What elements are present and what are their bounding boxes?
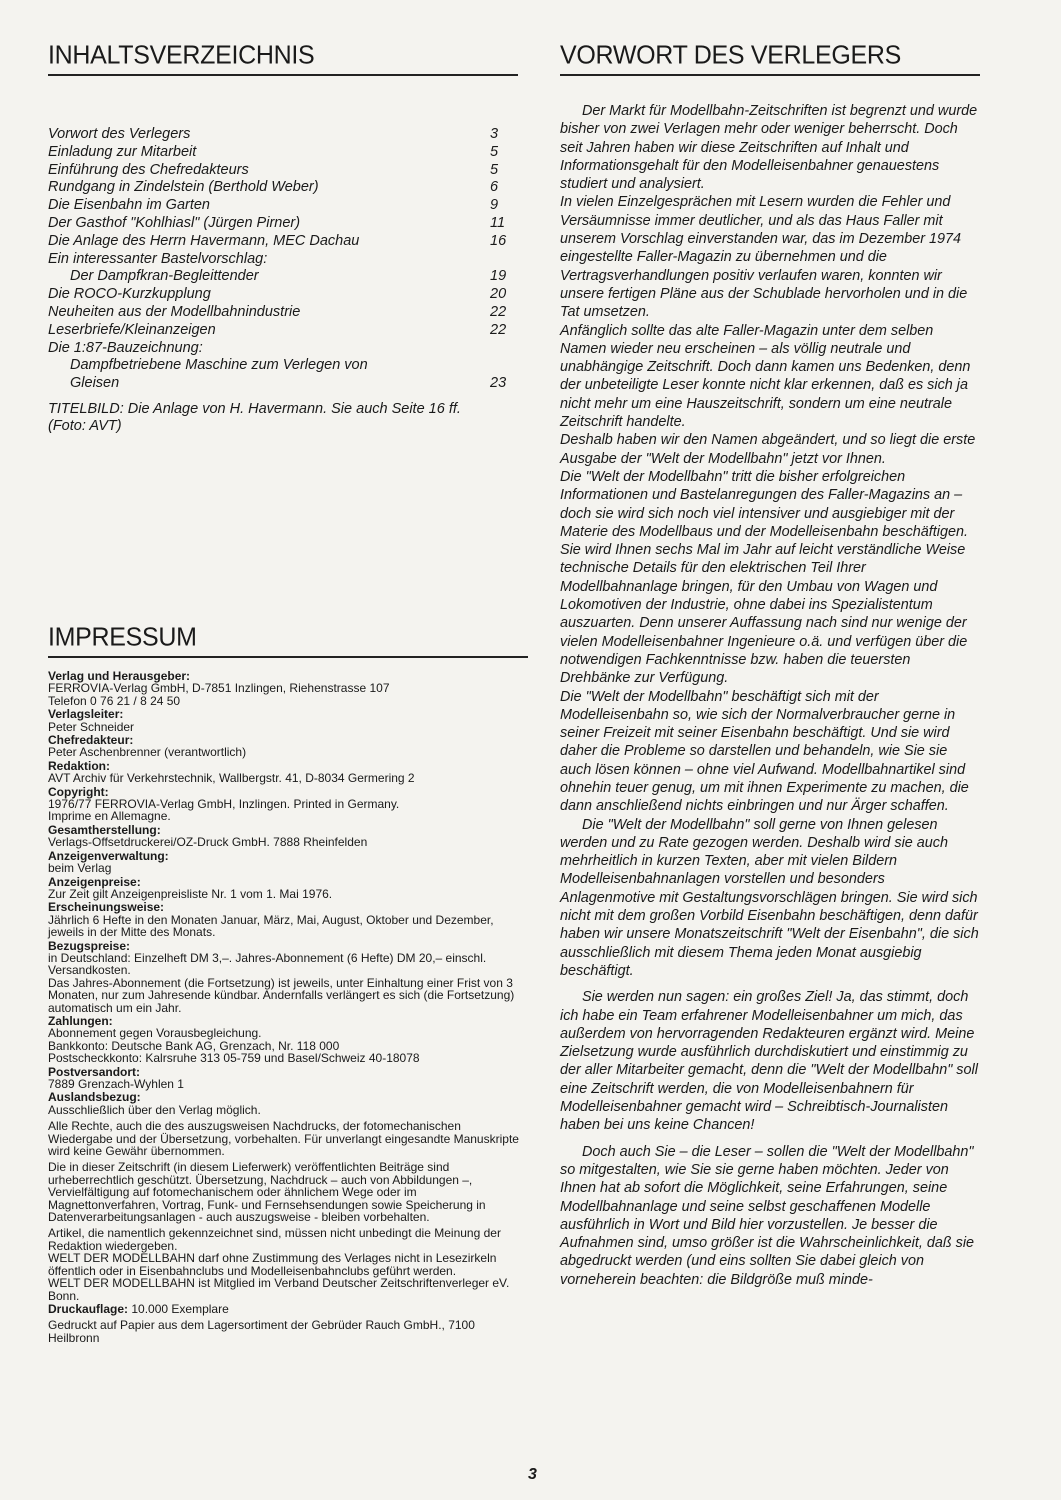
impressum-paragraph: Die in dieser Zeitschrift (in diesem Lieferwerk) veröffentlichten Beiträge sind urheberrechtlich geschützt. Übersetzung, Nachdruck – auch von Abbildungen –, Vervielfältigung auf fotomechanischem oder ähnlichem Wege oder im Magnettonverfahren, Vortrag, Funk- und Fernsehsendungen sowie Speicherung in Datenverarbeitungsanlagen - auch auszugsweise - bleiben vorbehalten. [48, 1160, 486, 1225]
toc-entry-page: 16 [490, 232, 507, 249]
impressum-entry-text: FERROVIA-Verlag GmbH, D-7851 Inzlingen, Riehenstrasse 107 Telefon 0 76 21 / 8 24 50 [48, 681, 390, 708]
toc-entry-page: 5 [490, 143, 499, 160]
impressum-entry-text: Abonnement gegen Vorausbegleichung. Bankkonto: Deutsche Bank AG, Grenzach, Nr. 118 000 Postscheckkonto: Kalrsruhe 313 05-759 und Basel/Schweiz 40-18078 [48, 1026, 420, 1066]
page-number: 3 [528, 1466, 537, 1483]
vorwort-heading: VORWORT DES VERLEGERS [560, 40, 902, 70]
impressum-paragraph: Alle Rechte, auch die des auszugsweisen Nachdrucks, der fotomechanischen Wiedergabe und der Übersetzung, vorbehalten. Für unverlangt eingesandte Manuskripte wird keine Gewähr übernommen. [48, 1119, 519, 1159]
titelbild-caption: TITELBILD: Die Anlage von H. Havermann. Sie auch Seite 16 ff. (Foto: AVT) [48, 400, 461, 435]
toc-entry [48, 322, 518, 340]
vorwort-paragraph: Anfänglich sollte das alte Faller-Magazin unter dem selben Namen wieder neu erscheinen – als völlig neutrale und unabhängige Zeitschrift. Doch dann kamen uns Bedenken, denn der unbeteiligte Leser konnte nicht klar erkennen, daß es sich ja nicht mehr um eine Hauszeitschrift, sondern um eine neutrale Zeitschrift handelte. [560, 322, 971, 431]
toc-entry-page: 22 [490, 303, 507, 320]
impressum-entry-head: Verlag und Herausgeber: [48, 669, 191, 683]
impressum-entry [48, 940, 528, 1014]
toc-heading: INHALTSVERZEICHNIS [48, 40, 315, 70]
impressum-entry-text: Peter Aschenbrenner (verantwortlich) [48, 745, 247, 760]
toc-entry [48, 251, 518, 269]
impressum-footer: Gedruckt auf Papier aus dem Lagersortiment der Gebrüder Rauch GmbH., 7100 Heilbronn [48, 1318, 475, 1345]
vorwort-paragraph: Doch auch Sie – die Leser – sollen die "Welt der Modellbahn" so mitgestalten, wie Sie sie gerne haben möchten. Jeder von Ihnen hat ab sofort die Möglichkeit, seine Erfahrungen, seine Modellbahnanlage und seine selbst geschaffenen Modelle ausführlich in Wort und Bild hier vorzustellen. Je besser die Aufnahmen sind, umso größer ist die Wahrscheinlichkeit, daß sie abgedruckt werden (und eins sollten Sie dabei gleich von vorneherein beachten: die Bildgröße muß minde- [560, 1143, 975, 1288]
toc-entry [48, 126, 518, 144]
impressum-entry [48, 708, 528, 733]
toc-entry [48, 357, 518, 375]
impressum-entry-head: Verlagsleiter: [48, 707, 124, 722]
impressum-entry-head: Bezugspreise: [48, 938, 131, 953]
toc-entry-title: Leserbriefe/Kleinanzeigen [48, 321, 216, 338]
vorwort-text [560, 102, 980, 1289]
impressum-body [48, 670, 528, 1344]
impressum-entry-text: in Deutschland: Einzelheft DM 3,–. Jahres-Abonnement (6 Hefte) DM 20,– einschl. Versandkosten. Das Jahres-Abonnement (die Fortsetzung) ist jeweils, unter Einhaltung einer Frist von 3 Monaten, nur zum Jahresende kündbar. Andernfalls verlängert es sich (die Fortsetzung) automatisch um ein Jahr. [48, 950, 515, 1015]
impressum-entry [48, 760, 528, 785]
impressum-entry-head: Chefredakteur: [48, 733, 134, 748]
impressum-entry-text: AVT Archiv für Verkehrstechnik, Wallbergstr. 41, D-8034 Germering 2 [48, 771, 415, 786]
impressum-entry [48, 850, 528, 875]
impressum-entry-text: 7889 Grenzach-Wyhlen 1 [48, 1077, 184, 1091]
toc-entry-page: 23 [490, 375, 507, 392]
impressum-entry [48, 824, 528, 849]
impressum-section [48, 622, 528, 1344]
toc-entry-title: Einführung des Chefredakteurs [48, 161, 249, 178]
impressum-entry-head: Redaktion: [48, 758, 111, 773]
toc-section [48, 40, 518, 436]
toc-list [48, 126, 518, 393]
toc-entry [48, 286, 518, 304]
impressum-entry-text: 1976/77 FERROVIA-Verlag GmbH, Inzlingen. Printed in Germany. Imprime en Allemagne. [48, 797, 400, 824]
toc-entry-title: Die 1:87-Bauzeichnung: [48, 339, 203, 356]
toc-entry [48, 179, 518, 197]
vorwort-paragraph: Die "Welt der Modellbahn" beschäftigt sich mit der Modelleisenbahn so, wie sich der Normalverbraucher gerne in seiner Freizeit mit seiner Eisenbahn beschäftigt. Und sie wird daher die Probleme so darstellen und behandeln, wie Sie sie auch lösen können – ohne viel Aufwand. Modellbahnartikel sind ohnehin teuer genug, um mit ihnen Experimente zu machen, die dann anschließend nichts einbringen und nur Ärger schaffen. [560, 688, 969, 815]
toc-entry-page: 5 [490, 161, 499, 178]
toc-entry-title: Ein interessanter Bastelvorschlag: [48, 250, 268, 267]
toc-entry-page: 3 [490, 126, 499, 142]
vorwort-paragraph: Sie werden nun sagen: ein großes Ziel! Ja, das stimmt, doch ich habe ein Team erfahrener Modelleisenbahner um mich, das außerdem von hervorragenden Redakteuren ergänzt wird. Meine Zielsetzung wurde ausführlich durchdiskutiert und einstimmig zu der aller Mitarbeiter gemacht, denn die "Welt der Modellbahn" soll eine Zeitschrift werden, die von Modelleisenbahnern für Modelleisenbahner gemacht wird – Schreibtisch-Journalisten haben bei uns keine Chancen! [560, 989, 978, 1134]
toc-entry-title: Der Gasthof "Kohlhiasl" (Jürgen Pirner) [48, 214, 301, 231]
toc-entry-page: 11 [490, 214, 506, 231]
toc-entry-page [478, 251, 518, 269]
toc-entry-page: 20 [490, 286, 507, 303]
impressum-entry-head: Copyright: [48, 784, 109, 799]
impressum-entry [48, 901, 528, 938]
impressum-entry [48, 670, 528, 707]
impressum-entry-head: Auslandsbezug: [48, 1090, 141, 1105]
toc-entry-title: Die Anlage des Herrn Havermann, MEC Dachau [48, 232, 360, 249]
vorwort-paragraph: Deshalb haben wir den Namen abgeändert, und so liegt die erste Ausgabe der "Welt der Modellbahn" jetzt vor Ihnen. [560, 432, 976, 467]
impressum-paragraph: Artikel, die namentlich gekennzeichnet sind, müssen nicht unbedingt die Meinung der Redaktion wiedergeben. WELT DER MODELLBAHN darf ohne Zustimmung des Verlages nicht in Lesezirkeln öffentlich oder in Eisenbahnclubs und Modelleisenbahnclubs geführt werden. WELT DER MODELLBAHN ist Mitglied im Verband Deutscher Zeitschriftenverleger eV. Bonn. [48, 1226, 510, 1303]
impressum-entry [48, 1091, 528, 1116]
impressum-entry-text: Ausschließlich über den Verlag möglich. [48, 1102, 261, 1117]
vorwort-paragraph: Der Markt für Modellbahn-Zeitschriften ist begrenzt und wurde bisher von zwei Verlagen mehr oder weniger beherrscht. Doch seit Jahren haben wir diese Zeitschriften auf Inhalt und Informationsgehalt für den Modelleisenbahner genauestens studiert und analysiert. [560, 103, 978, 193]
toc-entry-page: 6 [490, 179, 499, 196]
toc-entry-title: Neuheiten aus der Modellbahnindustrie [48, 303, 301, 320]
vorwort-paragraph: Die "Welt der Modellbahn" tritt die bisher erfolgreichen Informationen und Bastelanregungen des Faller-Magazins an – doch sie wird sich noch viel intensiver und ausgiebiger mit der Materie des Modellbaus und der Modelleisenbahn beschäftigen. Sie wird Ihnen sechs Mal im Jahr auf leicht verständliche Weise technische Details für den elektrischen Teil Ihrer Modellbahnanlage bringen, für den Umbau von Wagen und Lokomotiven der Industrie, ohne dabei ins Spezialistentum auszuarten. Denn unserer Auffassung nach sind nur wenige der vielen Modelleisenbahner Ingenieure o.ä. und verfügen über die notwendigen Fachkenntnisse bzw. haben die teuersten Drehbänke zur Verfügung. [560, 468, 968, 687]
impressum-entry-head: Anzeigenverwaltung: [48, 848, 169, 863]
toc-entry-page [478, 340, 518, 358]
impressum-entry-text: beim Verlag [48, 861, 112, 876]
druckauflage-line [48, 1303, 528, 1315]
toc-entry-title: Vorwort des Verlegers [48, 126, 191, 142]
impressum-entry-head: Zahlungen: [48, 1013, 113, 1028]
toc-entry-title: Die Eisenbahn im Garten [48, 197, 210, 214]
impressum-entry [48, 734, 528, 759]
impressum-entry [48, 876, 528, 901]
toc-entry-page: 22 [490, 321, 507, 338]
vorwort-section [560, 40, 980, 1289]
vorwort-paragraph: Die "Welt der Modellbahn" soll gerne von Ihnen gelesen werden und zu Rate gezogen werden. Deshalb wird sie auch mehrheitlich in kurzen Texten, aber mit vielen Bildern Modelleisenbahnanlagen vorstellen und besonders Anlagenmotive mit Gestaltungsvorschlägen bringen. Sie wird sich nicht mit dem großen Vorbild Eisenbahn beschäftigen, denn dafür haben wir unsere Monatszeitschrift "Welt der Eisenbahn", die sich ausschließlich mit diesem Thema jeden Monat ausgiebig beschäftigt. [560, 816, 979, 979]
toc-entry-title: Gleisen [70, 375, 120, 392]
impressum-entry [48, 1015, 528, 1065]
impressum-entry [48, 786, 528, 823]
toc-entry [48, 162, 518, 180]
toc-entry-page: 19 [490, 268, 507, 285]
toc-entry [48, 375, 518, 393]
vorwort-paragraph: In vielen Einzelgesprächen mit Lesern wurden die Fehler und Versäumnisse immer deutlicher, und als das Haus Faller mit unserem Vorschlag einverstanden war, das im Dezember 1974 eingestellte Faller-Magazin zu übernehmen und die Vertragsverhandlungen positiv verlaufen waren, konnten wir unsere fertigen Pläne aus der Schublade hervorholen und in die Tat umsetzen. [560, 194, 968, 321]
toc-entry-title: Einladung zur Mitarbeit [48, 143, 197, 160]
toc-entry [48, 340, 518, 358]
toc-entry [48, 268, 518, 286]
toc-entry-title: Rundgang in Zindelstein (Berthold Weber) [48, 179, 319, 196]
impressum-entry-text: Peter Schneider [48, 719, 135, 734]
impressum-entry-head: Anzeigenpreise: [48, 874, 141, 889]
toc-entry-page [478, 357, 518, 375]
impressum-entry-head: Erscheinungsweise: [48, 900, 165, 915]
toc-entry-title: Der Dampfkran-Begleittender [70, 268, 259, 285]
impressum-entry [48, 1066, 528, 1091]
toc-entry-title: Dampfbetriebene Maschine zum Verlegen von [70, 357, 368, 374]
impressum-entry-head: Postversandort: [48, 1064, 141, 1079]
druckauflage-head: Druckauflage: [48, 1301, 129, 1316]
impressum-heading: IMPRESSUM [48, 622, 197, 652]
toc-entry [48, 304, 518, 322]
impressum-entry-text: Zur Zeit gilt Anzeigenpreisliste Nr. 1 vom 1. Mai 1976. [48, 886, 333, 901]
toc-entry [48, 215, 518, 233]
toc-entry [48, 233, 518, 251]
druckauflage-text: 10.000 Exemplare [131, 1301, 229, 1316]
toc-entry [48, 144, 518, 162]
impressum-entry-text: Verlags-Offsetdruckerei/OZ-Druck GmbH. 7888 Rheinfelden [48, 835, 368, 850]
toc-entry-page: 9 [490, 197, 499, 214]
impressum-entry-head: Gesamtherstellung: [48, 822, 161, 837]
toc-entry-title: Die ROCO-Kurzkupplung [48, 286, 211, 303]
impressum-entry-text: Jährlich 6 Hefte in den Monaten Januar, März, Mai, August, Oktober und Dezember, jeweils in der Mitte des Monats. [48, 912, 494, 940]
toc-entry [48, 197, 518, 215]
